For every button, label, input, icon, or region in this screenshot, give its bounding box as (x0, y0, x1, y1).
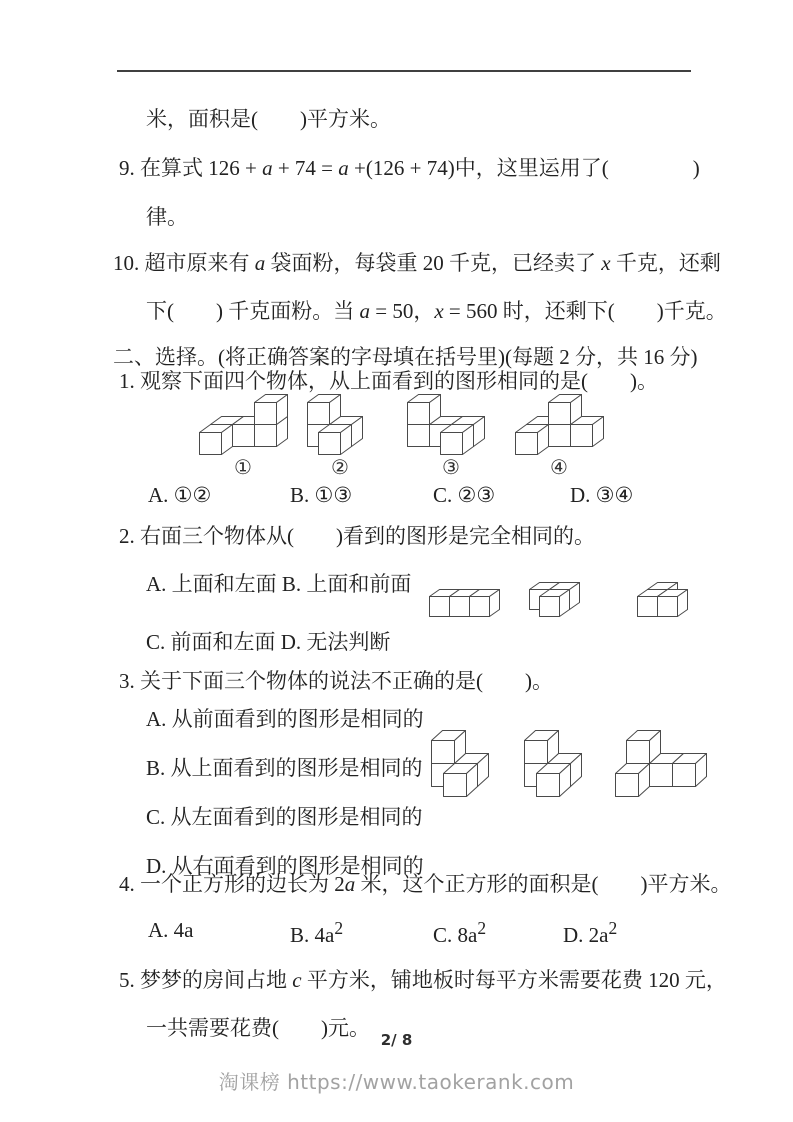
choice3-option-c: C. 从左面看到的图形是相同的 (146, 805, 423, 829)
figure-label-1: ① (234, 457, 252, 479)
choice5-line2: 一共需要花费( )元。 (146, 1016, 370, 1040)
section2-heading: 二、选择。(将正确答案的字母填在括号里)(每题 2 分，共 16 分) (113, 345, 698, 369)
choice2-question: 2. 右面三个物体从( )看到的图形是完全相同的。 (119, 524, 595, 548)
q10-line1: 10. 超市原来有 a 袋面粉，每袋重 20 千克，已经卖了 x 千克，还剩 (113, 251, 721, 275)
choice4-option-d: D. $2a^2$ (563, 918, 618, 947)
choice3-question: 3. 关于下面三个物体的说法不正确的是( )。 (119, 669, 553, 693)
choice1-option-b: B. ①③ (290, 483, 353, 507)
choice5-line1: 5. 梦梦的房间占地 c 平方米，铺地板时每平方米需要花费 120 元， (119, 968, 727, 992)
choice1-question: 1. 观察下面四个物体，从上面看到的图形相同的是( )。 (119, 369, 658, 393)
q8-continuation-line: 米，面积是( )平方米。 (146, 107, 391, 131)
cube-figure-q2-1 (428, 588, 501, 618)
figure-label-3: ③ (442, 457, 460, 479)
choice4-option-a: A. 4a (148, 918, 194, 942)
cube-figure-q2-3 (636, 581, 689, 618)
cube-figure-3 (406, 393, 486, 456)
choice3-option-d: D. 从右面看到的图形是相同的 (146, 854, 424, 878)
choice3-option-b: B. 从上面看到的图形是相同的 (146, 756, 423, 780)
q10-line2: 下( ) 千克面粉。当 a = 50，x = 560 时，还剩下( )千克。 (146, 299, 727, 323)
choice4-option-c: C. $8a^2$ (433, 918, 487, 947)
choice4-question: 4. 一个正方形的边长为 2a 米，这个正方形的面积是( )平方米。 (119, 872, 732, 896)
figure-label-2: ② (331, 457, 349, 479)
choice2-options-row2: C. 前面和左面 D. 无法判断 (146, 630, 391, 654)
choice3-option-a: A. 从前面看到的图形是相同的 (146, 707, 424, 731)
cube-figure-q2-2 (528, 581, 581, 618)
figure-label-4: ④ (550, 457, 568, 479)
choice1-option-a: A. ①② (148, 483, 212, 507)
choice1-option-d: D. ③④ (570, 483, 634, 507)
cube-figure-q3-2 (523, 729, 583, 798)
footer-watermark: 淘课榜 https://www.taokerank.com (218, 1070, 575, 1094)
header-rule (117, 70, 691, 72)
cube-figure-q3-3 (614, 729, 708, 798)
page-number: 2/ 8 (380, 1031, 413, 1049)
cube-figure-q3-1 (430, 729, 490, 798)
q9-line2: 律。 (146, 205, 188, 229)
choice1-option-c: C. ②③ (433, 483, 496, 507)
cube-figure-4 (514, 393, 605, 456)
q9-line1: 9. 在算式 126 + a + 74 = a +(126 + 74)中，这里运用了( ) (119, 156, 700, 180)
choice4-option-b: B. $4a^2$ (290, 918, 344, 947)
choice2-options-row1: A. 上面和左面 B. 上面和前面 (146, 572, 412, 596)
cube-figure-1 (198, 393, 289, 456)
cube-figure-2 (306, 393, 364, 456)
